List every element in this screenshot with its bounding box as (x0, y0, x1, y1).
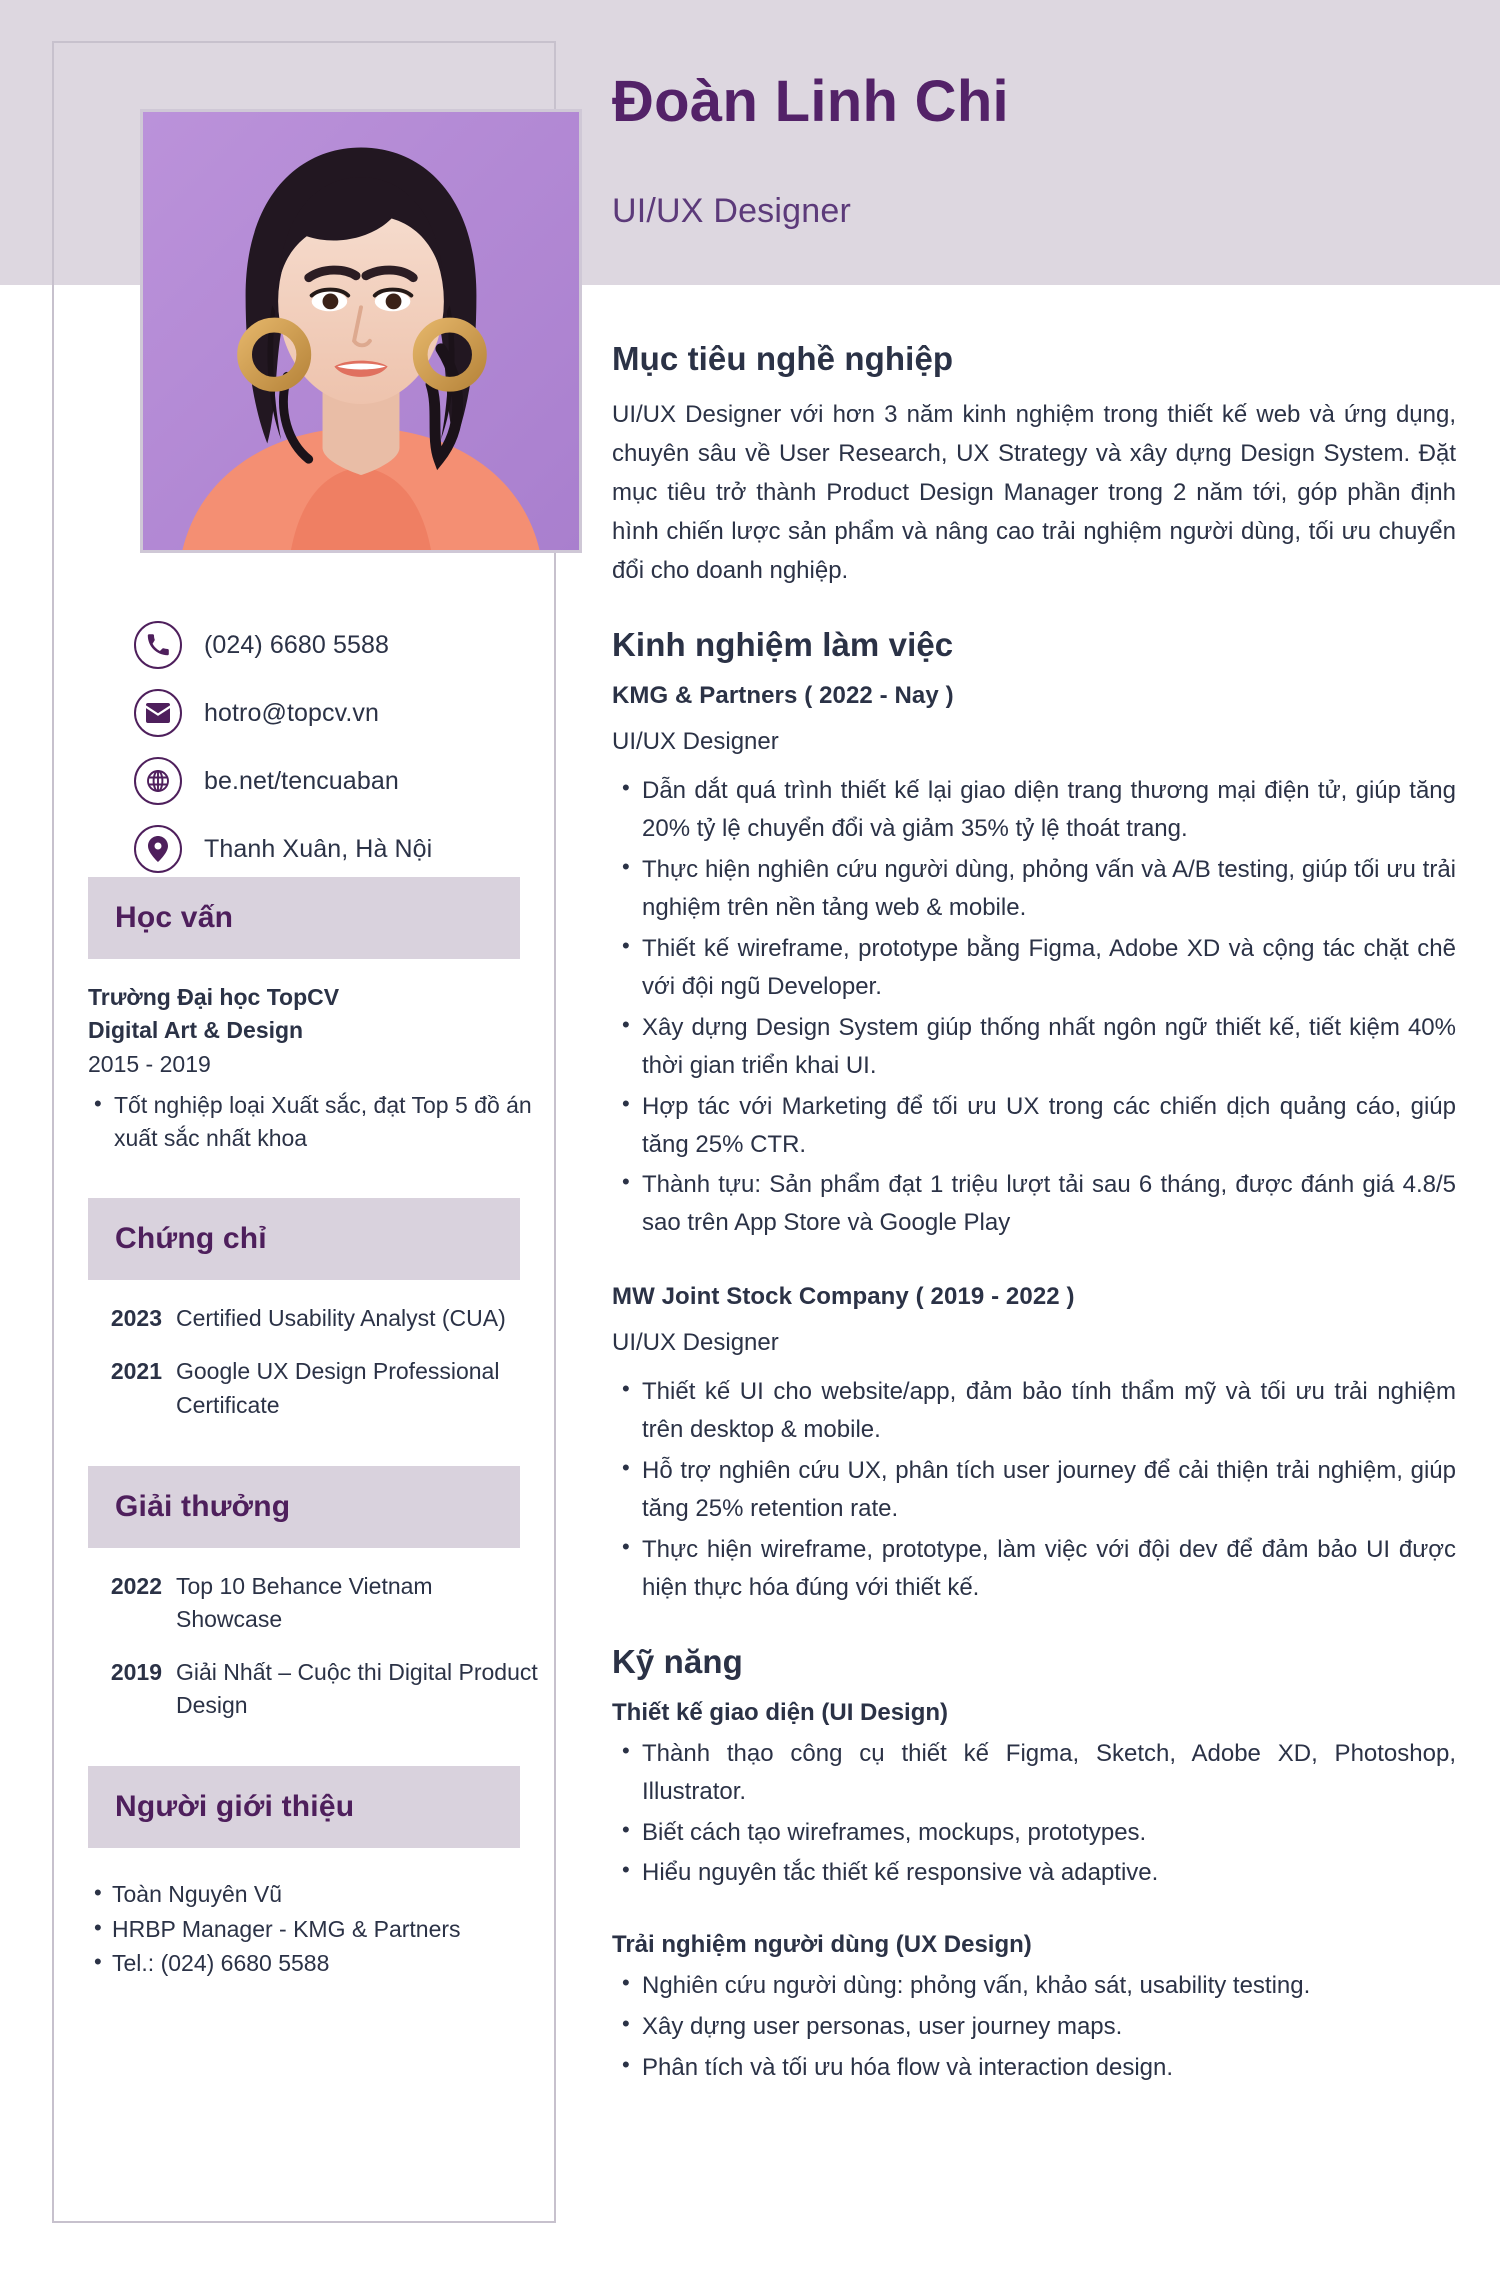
contact-value-location: Thanh Xuân, Hà Nội (204, 834, 433, 863)
website-icon (134, 757, 182, 805)
education-years: 2015 - 2019 (88, 1051, 211, 1078)
section-title-experience: Kinh nghiệm làm việc (612, 626, 954, 664)
list-item: • Phân tích và tối ưu hóa flow và interaction design. (612, 2049, 1456, 2087)
contact-item-website[interactable] (134, 747, 584, 815)
job-role-subtitle: UI/UX Designer (612, 192, 851, 230)
list-item: • Xây dựng Design System giúp thống nhất ngôn ngữ thiết kế, tiết kiệm 40% thời gian triển khai UI. (612, 1009, 1456, 1085)
list-item: • Thành thạo công cụ thiết kế Figma, Sketch, Adobe XD, Photoshop, Illustrator. (612, 1735, 1456, 1811)
award-text: Giải Nhất – Cuộc thi Digital Product Design (176, 1658, 538, 1718)
sidebar-sections (52, 877, 556, 1980)
education-bullets (88, 1089, 538, 1154)
list-item: • Thực hiện wireframe, prototype, làm việc với đội dev để đảm bảo UI được hiện thực hóa đúng với thiết kế. (612, 1531, 1456, 1607)
list-item: • Hợp tác với Marketing để tối ưu UX trong các chiến dịch quảng cáo, giúp tăng 25% CTR. (612, 1088, 1456, 1164)
section-awards (52, 1466, 556, 1722)
job-bullets (612, 772, 1456, 1242)
education-school: Trường Đại học TopCV (88, 984, 340, 1010)
certificate-text: Google UX Design Professional Certificate (176, 1358, 500, 1418)
contact-item-phone[interactable] (134, 611, 584, 679)
list-item: • Hỗ trợ nghiên cứu UX, phân tích user journey để cải thiện trải nghiệm, giúp tăng 25% retention rate. (612, 1452, 1456, 1528)
skill-group-title: Trải nghiệm người dùng (UX Design) (612, 1931, 1032, 1959)
list-item: • Thực hiện nghiên cứu người dùng, phỏng vấn và A/B testing, giúp tối ưu trải nghiệm trên nền tảng web & mobile. (612, 851, 1456, 927)
spacer (52, 1722, 556, 1766)
certificate-year: 2021 (110, 1358, 162, 1385)
skill-bullets (612, 1967, 1456, 2087)
skill-group-ui (612, 1699, 1456, 1893)
certificate-year: 2023 (110, 1305, 162, 1332)
section-header-awards (88, 1466, 520, 1548)
experience-job-1 (612, 682, 1456, 1242)
spacer (612, 1245, 1456, 1279)
education-major: Digital Art & Design (88, 1016, 304, 1043)
list-item: • Biết cách tạo wireframes, mockups, prototypes. (612, 1814, 1456, 1852)
section-header-certificates (88, 1198, 520, 1280)
list-item: • Dẫn dắt quá trình thiết kế lại giao diện trang thương mại điện tử, giúp tăng 20% tỷ lệ chuyển đổi và giảm 35% tỷ lệ thoát trang. (612, 772, 1456, 848)
location-icon (134, 825, 182, 873)
spacer (52, 1154, 556, 1198)
certificate-text: Certified Usability Analyst (CUA) (176, 1305, 506, 1332)
list-item: • HRBP Manager - KMG & Partners (88, 1913, 538, 1946)
section-title-certificates: Chứng chỉ (115, 1222, 267, 1256)
phone-icon (134, 621, 182, 669)
certificate-row (88, 1302, 538, 1335)
profile-photo (140, 109, 582, 553)
list-item: • Tel.: (024) 6680 5588 (88, 1947, 538, 1980)
contact-value-phone: (024) 6680 5588 (204, 630, 389, 659)
spacer (52, 1422, 556, 1466)
page-title: Đoàn Linh Chi (612, 69, 1009, 134)
section-header-references (88, 1766, 520, 1848)
list-item: • Tốt nghiệp loại Xuất sắc, đạt Top 5 đồ án xuất sắc nhất khoa (88, 1089, 538, 1154)
objective-text: UI/UX Designer với hơn 3 năm kinh nghiệm trong thiết kế web và ứng dụng, chuyên sâu về User Research, UX Strategy và xây dựng Design System. Đặt mục tiêu trở thành Product Design Manager trong 2 năm tới, góp phần định hình chiến lược sản phẩm và nâng cao trải nghiệm người dùng, tối ưu chuyển đổi cho doanh nghiệp. (612, 401, 1456, 584)
list-item: • Toàn Nguyên Vũ (88, 1878, 538, 1911)
portrait-illustration (143, 112, 579, 550)
skill-group-ux (612, 1931, 1456, 2087)
list-item: • Thiết kế UI cho website/app, đảm bảo tính thẩm mỹ và tối ưu trải nghiệm trên desktop & mobile. (612, 1373, 1456, 1449)
award-year: 2022 (110, 1572, 162, 1599)
company-name: MW Joint Stock Company ( 2019 - 2022 ) (612, 1283, 1075, 1311)
section-education (52, 877, 556, 1154)
award-row (88, 1570, 538, 1636)
list-item: • Hiểu nguyên tắc thiết kế responsive và adaptive. (612, 1854, 1456, 1892)
section-body-certificates (88, 1280, 538, 1421)
contact-value-website: be.net/tencuaban (204, 766, 399, 795)
section-title-objective: Mục tiêu nghề nghiệp (612, 340, 954, 377)
email-icon (134, 689, 182, 737)
list-item: • Thành tựu: Sản phẩm đạt 1 triệu lượt tải sau 6 tháng, được đánh giá 4.8/5 sao trên App Store và Google Play (612, 1166, 1456, 1242)
reference-bullets (88, 1878, 538, 1980)
award-year: 2019 (110, 1658, 162, 1685)
contact-item-email[interactable] (134, 679, 584, 747)
list-item: • Thiết kế wireframe, prototype bằng Figma, Adobe XD và cộng tác chặt chẽ với đội ngũ Developer. (612, 930, 1456, 1006)
main-body (612, 340, 1456, 2090)
section-certificates (52, 1198, 556, 1421)
award-row (88, 1656, 538, 1722)
experience-job-2 (612, 1283, 1456, 1606)
award-text: Top 10 Behance Vietnam Showcase (176, 1572, 433, 1632)
section-title-references: Người giới thiệu (115, 1790, 355, 1824)
certificate-row (88, 1355, 538, 1421)
section-title-skills: Kỹ năng (612, 1642, 743, 1680)
skill-bullets (612, 1735, 1456, 1893)
section-title-education: Học vấn (115, 901, 234, 934)
section-body-awards (88, 1548, 538, 1722)
section-references (52, 1766, 556, 1980)
job-position: UI/UX Designer (612, 728, 779, 756)
section-title-awards: Giải thưởng (115, 1489, 291, 1523)
contact-item-location[interactable] (134, 815, 584, 883)
contact-list (134, 611, 584, 883)
skill-group-title: Thiết kế giao diện (UI Design) (612, 1698, 949, 1726)
list-item: • Nghiên cứu người dùng: phỏng vấn, khảo sát, usability testing. (612, 1967, 1456, 2005)
spacer (612, 1895, 1456, 1921)
contact-value-email: hotro@topcv.vn (204, 698, 380, 727)
job-position: UI/UX Designer (612, 1329, 779, 1357)
section-body-references (88, 1848, 538, 1980)
section-header-education (88, 877, 520, 959)
job-bullets (612, 1373, 1456, 1606)
company-name: KMG & Partners ( 2022 - Nay ) (612, 682, 954, 710)
section-body-education (88, 959, 538, 1154)
list-item: • Xây dựng user personas, user journey maps. (612, 2008, 1456, 2046)
